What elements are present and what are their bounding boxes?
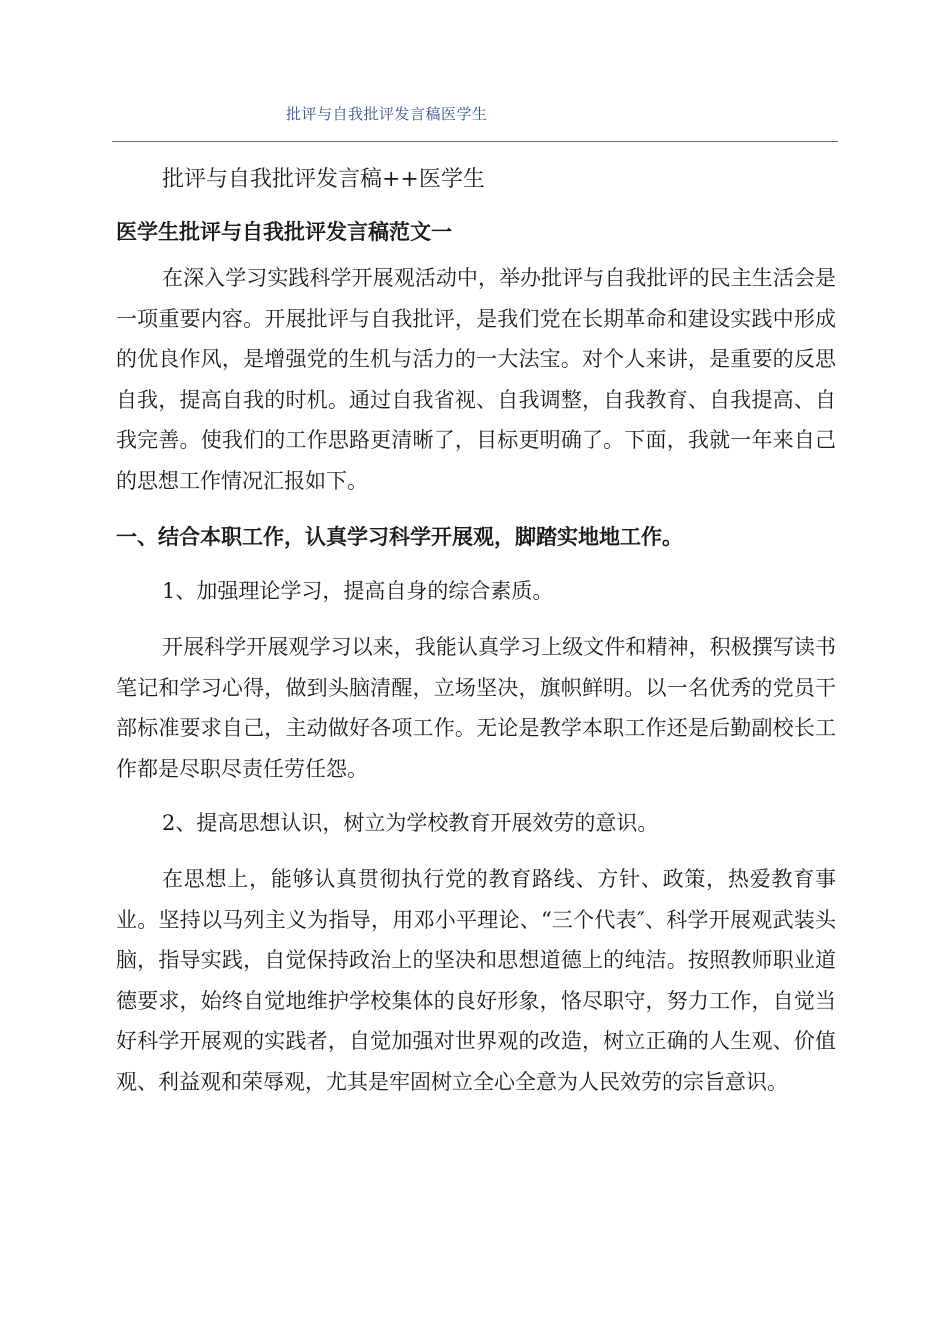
document-body (116, 160, 836, 1116)
list-item-2: 2、提高思想认识，树立为学校教育开展效劳的意识。 (162, 811, 659, 835)
item1-paragraph: 开展科学开展观学习以来，我能认真学习上级文件和精神，积极撰写读书笔记和学习心得，做到头脑清醒，立场坚决，旗帜鲜明。以一名优秀的党员干部标准要求自己，主动做好各项工作。无论是教学本职工作还是后勤副校长工作都是尽职尽责任劳任怨。 (116, 635, 836, 781)
intro-paragraph: 在深入学习实践科学开展观活动中，举办批评与自我批评的民主生活会是一项重要内容。开展批评与自我批评，是我们党在长期革命和建设实践中形成的优良作风，是增强党的生机与活力的一大法宝。对个人来讲，是重要的反思自我，提高自我的时机。通过自我省视、自我调整，自我教育、自我提高、自我完善。使我们的工作思路更清晰了，目标更明确了。下面，我就一年来自己的思想工作情况汇报如下。 (116, 266, 836, 493)
header-divider (112, 141, 838, 142)
item2-paragraph: 在思想上，能够认真贯彻执行党的教育路线、方针、政策，热爱教育事业。坚持以马列主义为指导，用邓小平理论、“三个代表″、科学开展观武装头脑，指导实践，自觉保持政治上的坚决和思想道德上的纯洁。按照教师职业道德要求，始终自觉地维护学校集体的良好形象，恪尽职守，努力工作，自觉当好科学开展观的实践者，自觉加强对世界观的改造，树立正确的人生观、价值观、利益观和荣辱观，尤其是牢固树立全心全意为人民效劳的宗旨意识。 (116, 867, 836, 1094)
section-heading-1: 一、结合本职工作，认真学习科学开展观，脚踏实地地工作。 (116, 525, 683, 549)
document-title: 批评与自我批评发言稿++医学生 (162, 167, 485, 192)
document-subtitle: 医学生批评与自我批评发言稿范文一 (116, 220, 452, 244)
running-header: 批评与自我批评发言稿医学生 (286, 105, 488, 123)
list-item-1: 1、加强理论学习，提高自身的综合素质。 (162, 579, 554, 603)
